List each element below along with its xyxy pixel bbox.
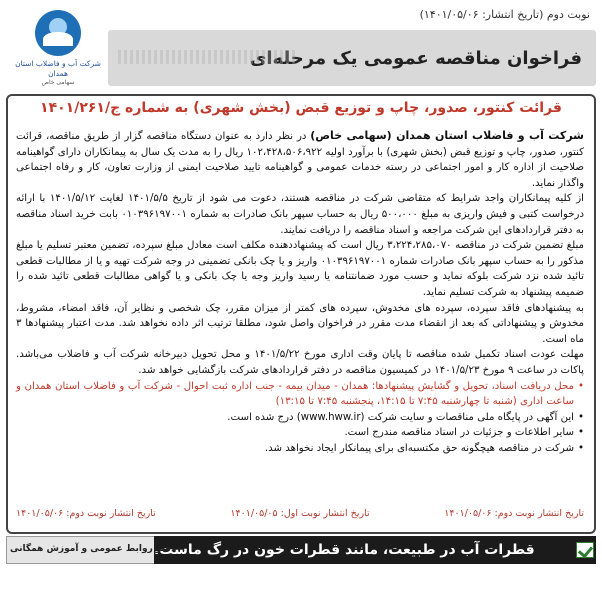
- paragraph-2: از کلیه پیمانکاران واجد شرایط که متقاضی شرکت در مناقصه هستند، دعوت می شود از تاریخ ۱۴۰۱/۵/۵ لغایت ۱۴۰۱/۵/۱۲ با ارائه درخواست کتبی و فیش واریزی به مبلغ ۵۰۰،۰۰۰ ریال به حساب سپهر بانک صادرات به شماره ۰۱۰۳۹۶۱۹۷۰۰۱ بابت خرید اسناد مناقصه به دفتر قراردادهای این شرکت مراجعه و اسناد مناقصه را دریافت نمایند.: [16, 193, 584, 236]
- page-title: فراخوان مناقصه عمومی یک مرحله‌ای: [249, 47, 582, 69]
- notice-title: قرائت کنتور، صدور، چاپ و توزیع قبض (بخش شهری) به شماره ج/۱۴۰۱/۲۶۱: [40, 100, 562, 116]
- paragraph-4: به پیشنهادهای فاقد سپرده، سپرده های مخدوش، سپرده های کمتر از میزان مقرر، چک شخصی و نظایر آن، فاقد امضاء، مشروط، مخدوش و پیشنهاداتی که بعد از انقضاء مدت مقرر در فراخوان واصل شود، مطلقا ترتیب اثر داده نخواهد شد. مدت اعتبار پیشنهادها ۳ ماه است.: [16, 302, 584, 345]
- paragraph-3: مبلغ تضمین شرکت در مناقصه ۳،۲۲۴،۲۸۵،۰۷۰ ریال است که پیشنهاددهنده مکلف است معادل مبلغ سپرده، تضمین معتبر تسلیم یا مبلغ مذکور را به حساب سپهر بانک صادرات شماره ۰۱۰۳۹۶۱۹۷۰۰۱ واریز و یا چک بانکی تضمینی در وجه شرکت تهیه و یا از مطالبات قطعی تائید شده نزد شرکت بلوکه نماید و حسب مورد ضمانتنامه یا رسید واریز وجه یا چک بانکی و یا گواهی مطالبات قطعی تائید شده را ضمیمه پیشنهاد به شرکت تسلیم نماید.: [16, 240, 585, 298]
- publication-line: نوبت دوم (تاریخ انتشار: ۱۴۰۱/۰۵/۰۶): [419, 8, 590, 21]
- list-item: • محل دریافت اسناد، تحویل و گشایش پیشنهادها: همدان - میدان بیمه - جنب اداره ثبت احوال - شرکت آب و فاضلاب استان همدان و ساعت اداری (شنبه تا چهارشنبه ۷:۴۵ تا ۱۴:۱۵، پنجشنبه ۷:۴۵ تا ۱۳:۱۵): [16, 379, 584, 410]
- date-third: تاریخ انتشار نوبت دوم: ۱۴۰۱/۰۵/۰۶: [16, 508, 156, 519]
- paragraph-5: مهلت عودت اسناد تکمیل شده مناقصه تا پایان وقت اداری مورخ ۱۴۰۱/۵/۲۲ و محل تحویل دبیرخانه شرکت آب و فاضلاب می‌باشد. پاکات در ساعت ۹ مورخ ۱۴۰۱/۵/۲۳ در کمیسیون مناقصه در دفتر قراردادهای شرکت بازگشایی خواهد شد.: [16, 349, 584, 376]
- paragraph-1-text: در نظر دارد به عنوان دستگاه مناقصه گزار از طریق مناقصه، قرائت کنتور، صدور، چاپ و توزیع قبض (بخش شهری) با برآورد اولیه ۱۰۲،۴۲۸،۵۰۶،۹۲۲ ریال را به مدت یک سال به پیمانکاران دارای گواهینامه صلاحیت از اداره کار و امور اجتماعی در رسته خدمات عمومی و گواهینامه تایید صلاحیت ایمنی از وزارت تعاون، کار و رفاه اجتماعی واگذار نماید.: [16, 131, 584, 189]
- date-first-round: تاریخ انتشار نوبت اول: ۱۴۰۱/۰۵/۰۵: [230, 508, 370, 519]
- list-item: • این آگهی در پایگاه ملی مناقصات و سایت شرکت (www.hww.ir) درج شده است.: [16, 410, 584, 426]
- logo-text: شرکت آب و فاضلاب استان همدان: [15, 59, 101, 78]
- title-decoration: [118, 50, 298, 64]
- notice-body: [16, 128, 584, 456]
- bullet-list: [16, 379, 584, 457]
- publication-dates: [16, 508, 584, 524]
- checkmark-icon: [576, 542, 594, 558]
- date-second-round: تاریخ انتشار نوبت دوم: ۱۴۰۱/۰۵/۰۶: [444, 508, 584, 519]
- list-item: • شرکت در مناقصه هیچگونه حق مکتسبه‌ای برای پیمانکار ایجاد نخواهد شد.: [16, 441, 584, 457]
- paragraph-1: [16, 128, 584, 191]
- title-bar: [108, 30, 596, 86]
- header: [6, 4, 596, 88]
- company-logo: [12, 8, 104, 90]
- footer-slogan: قطرات آب در طبیعت، مانند قطرات خون در رگ ماست.: [154, 536, 596, 564]
- footer-department: دفتر روابط عمومی و آموزش همگانی: [10, 544, 176, 554]
- company-name: شرکت آب و فاضلاب استان همدان (سهامی خاص): [310, 129, 584, 142]
- water-drop-logo-icon: [35, 10, 81, 56]
- list-item: • سایر اطلاعات و جزئیات در اسناد مناقصه مندرج است.: [16, 425, 584, 441]
- logo-subtext: سهامی خاص: [41, 78, 75, 86]
